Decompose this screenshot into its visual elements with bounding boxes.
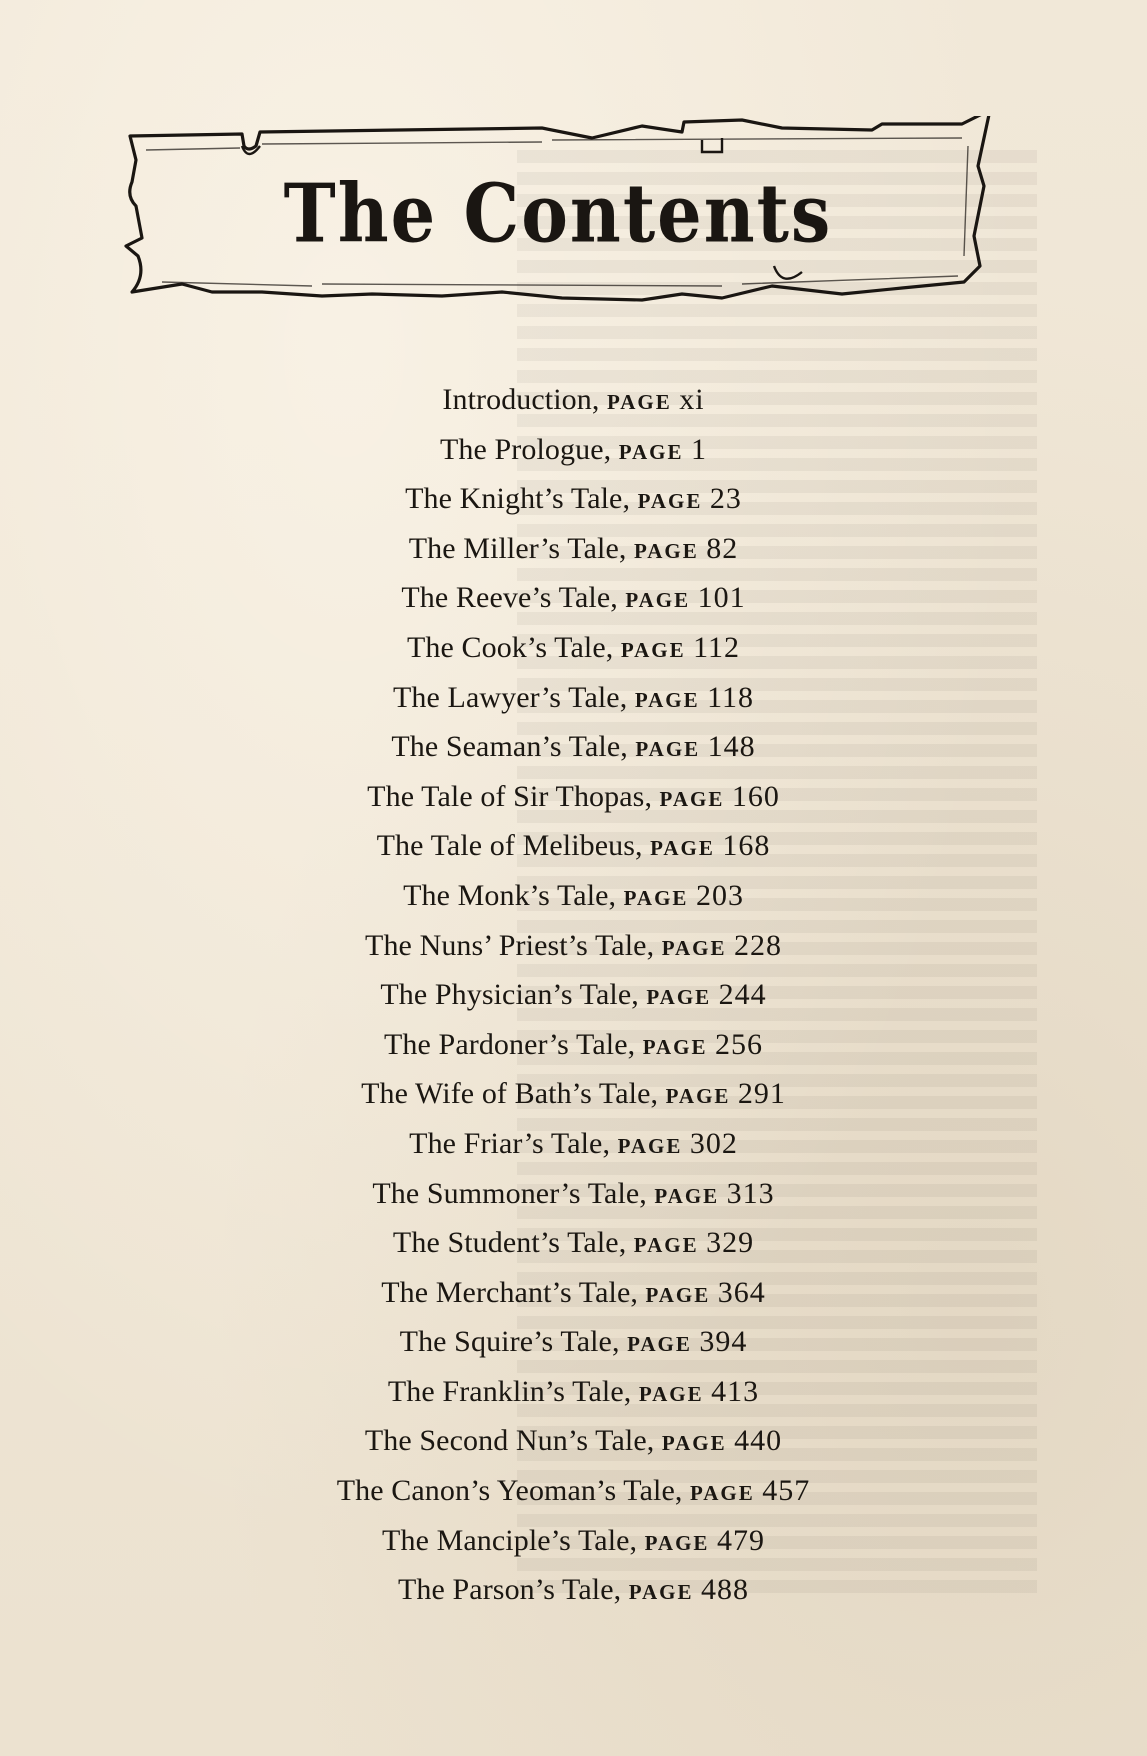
page-word: PAGE <box>617 1133 683 1158</box>
page-number: 148 <box>707 730 756 764</box>
entry-title: The Pardoner’s Tale, <box>384 1027 636 1061</box>
entry-title: The Seaman’s Tale, <box>391 730 628 764</box>
page-number: 394 <box>699 1325 748 1359</box>
page-word: PAGE <box>650 836 715 861</box>
page-number: 118 <box>707 680 754 714</box>
page-word: PAGE <box>642 1034 708 1059</box>
entry-title: The Nuns’ Priest’s Tale, <box>365 928 655 962</box>
contents-list <box>0 375 1147 1615</box>
contents-entry <box>0 772 1147 822</box>
page-word: PAGE <box>618 439 684 464</box>
contents-entry <box>0 1416 1147 1466</box>
contents-entry <box>0 1565 1147 1615</box>
entry-title: The Prologue, <box>439 432 612 466</box>
entry-title: The Reeve’s Tale, <box>401 581 618 615</box>
page-number: 364 <box>717 1275 766 1309</box>
page-word: PAGE <box>637 489 703 514</box>
page-number: 479 <box>716 1523 765 1557</box>
page-word: PAGE <box>620 637 686 662</box>
page-number: 101 <box>697 581 746 615</box>
entry-title: The Tale of Sir Thopas, <box>367 779 653 813</box>
entry-title: The Monk’s Tale, <box>403 878 617 912</box>
page-word: PAGE <box>654 1183 720 1208</box>
title-banner <box>122 116 994 336</box>
page-word: PAGE <box>646 985 712 1010</box>
entry-title: Introduction, <box>442 383 600 416</box>
page-word: PAGE <box>661 935 727 960</box>
page-word: PAGE <box>628 1580 694 1605</box>
entry-title: The Parson’s Tale, <box>397 1573 622 1607</box>
entry-title: The Summoner’s Tale, <box>372 1176 647 1210</box>
contents-entry <box>0 1069 1147 1119</box>
contents-entry <box>0 1317 1147 1367</box>
page-number: 203 <box>695 878 744 912</box>
page-number: 1 <box>691 432 708 466</box>
entry-title: The Knight’s Tale, <box>405 482 631 516</box>
page-number: 488 <box>701 1573 750 1607</box>
contents-entry <box>0 921 1147 971</box>
page-number: 23 <box>709 482 742 516</box>
entry-title: The Merchant’s Tale, <box>381 1275 638 1309</box>
entry-title: The Second Nun’s Tale, <box>364 1424 655 1458</box>
entry-title: The Miller’s Tale, <box>408 531 627 565</box>
contents-entry <box>0 573 1147 623</box>
page-word: PAGE <box>635 737 701 762</box>
entry-title: The Tale of Melibeus, <box>376 829 643 863</box>
page-word: PAGE <box>634 687 700 712</box>
page-word: PAGE <box>645 1282 711 1307</box>
contents-entry <box>0 673 1147 723</box>
entry-title: The Student’s Tale, <box>392 1226 627 1260</box>
page-word: PAGE <box>644 1530 710 1555</box>
page-number: xi <box>679 383 705 416</box>
page-number: 160 <box>731 779 780 813</box>
page-title: The Contents <box>283 165 833 262</box>
entry-title: The Lawyer’s Tale, <box>392 680 628 714</box>
contents-entry <box>0 821 1147 871</box>
page-word: PAGE <box>623 885 689 910</box>
page-number: 440 <box>734 1424 783 1458</box>
contents-entry <box>0 1218 1147 1268</box>
page-number: 313 <box>726 1176 775 1210</box>
page-word: PAGE <box>625 588 691 613</box>
page-number: 291 <box>737 1077 786 1111</box>
contents-entry <box>0 623 1147 673</box>
page-number: 82 <box>706 531 739 565</box>
entry-title: The Franklin’s Tale, <box>387 1374 632 1408</box>
contents-entry <box>0 1169 1147 1219</box>
page-number: 302 <box>689 1126 738 1160</box>
contents-entry <box>0 375 1147 425</box>
contents-entry <box>0 1020 1147 1070</box>
page-number: 256 <box>715 1027 763 1061</box>
contents-entry <box>0 1268 1147 1318</box>
page-word: PAGE <box>665 1084 731 1109</box>
entry-title: The Canon’s Yeoman’s Tale, <box>336 1474 683 1508</box>
entry-title: The Cook’s Tale, <box>406 630 614 664</box>
page-word: PAGE <box>659 786 725 811</box>
page-number: 228 <box>733 928 782 962</box>
page-number: 244 <box>718 978 767 1012</box>
page-word: PAGE <box>633 1233 699 1258</box>
page-number: 329 <box>706 1226 755 1260</box>
page-word: PAGE <box>661 1431 727 1456</box>
contents-entry <box>0 970 1147 1020</box>
page-word: PAGE <box>689 1481 755 1506</box>
page-number: 457 <box>762 1474 811 1508</box>
entry-title: The Squire’s Tale, <box>399 1325 620 1359</box>
entry-title: The Manciple’s Tale, <box>382 1523 638 1557</box>
page-word: PAGE <box>633 538 699 563</box>
contents-entry <box>0 722 1147 772</box>
contents-entry <box>0 871 1147 921</box>
contents-entry <box>0 425 1147 475</box>
page-number: 112 <box>693 630 741 664</box>
page-number: 413 <box>711 1374 760 1408</box>
page-word: PAGE <box>606 390 672 414</box>
page-number: 168 <box>722 829 771 863</box>
contents-entry <box>0 1119 1147 1169</box>
page-word: PAGE <box>638 1381 704 1406</box>
entry-title: The Friar’s Tale, <box>409 1126 611 1160</box>
contents-entry <box>0 1466 1147 1516</box>
entry-title: The Physician’s Tale, <box>380 978 639 1012</box>
entry-title: The Wife of Bath’s Tale, <box>361 1077 659 1111</box>
contents-entry <box>0 1516 1147 1566</box>
page-word: PAGE <box>627 1332 692 1357</box>
contents-entry <box>0 524 1147 574</box>
contents-entry <box>0 474 1147 524</box>
contents-entry <box>0 1367 1147 1417</box>
